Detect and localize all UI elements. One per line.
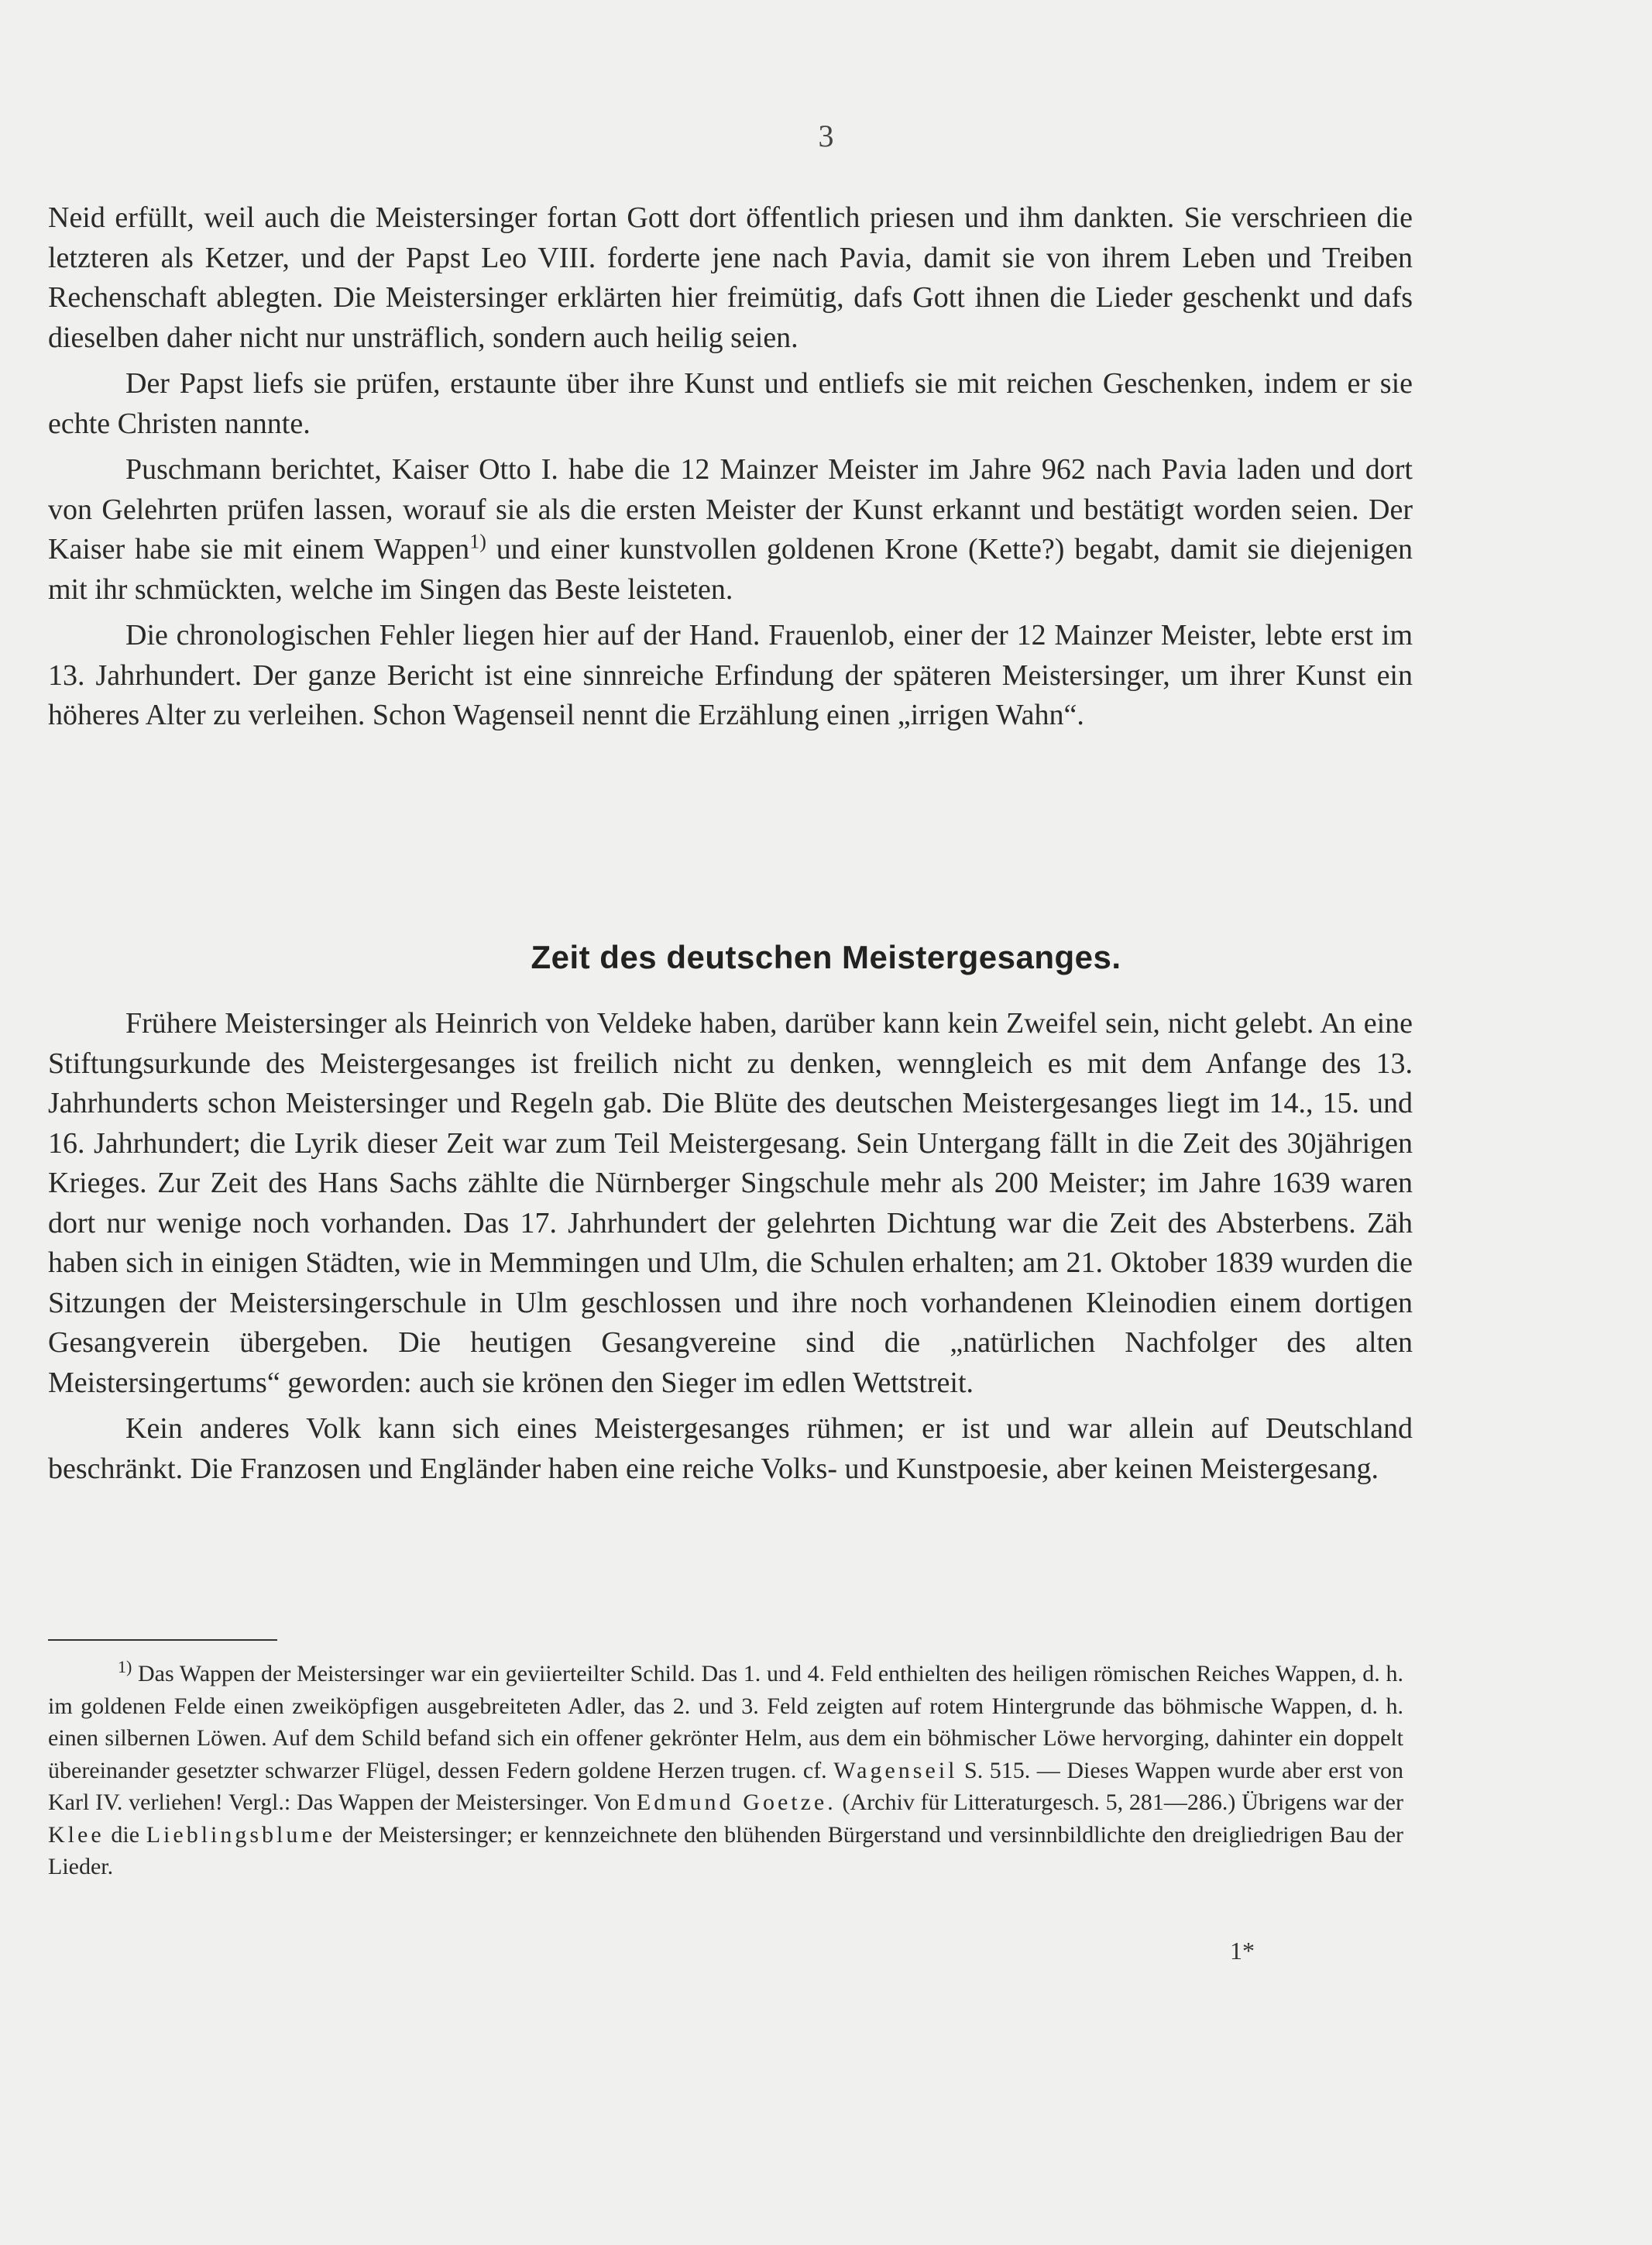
footnote-reference: 1) <box>469 530 486 553</box>
paragraph-puschmann-text-cont: und einer kunstvollen goldenen Krone (Kette?) begabt, damit sie diejenigen mit ihr schmückten, welche im Singen das Beste leisteten. <box>48 533 1413 606</box>
footnote-klee: Klee <box>48 1821 105 1848</box>
paragraph-chronologie: Die chronologischen Fehler liegen hier auf der Hand. Frauenlob, einer der 12 Mainzer Meister, lebte erst im 13. Jahrhundert. Der ganze Bericht ist eine sinnreiche Erfindung der späteren Meistersinger, um ihrer Kunst ein höheres Alter zu verleihen. Schon Wagenseil nennt die Erzählung einen „irrigen Wahn“. <box>48 619 1413 731</box>
footnote-text-4: die <box>104 1821 146 1848</box>
footnote-wagenseil: Wagenseil <box>833 1757 958 1783</box>
paragraph-fruehere-meistersinger: Frühere Meistersinger als Heinrich von Veldeke haben, darüber kann kein Zweifel sein, nicht gelebt. An eine Stiftungsurkunde des Meistergesanges ist freilich nicht zu denken, wenngleich es mit dem Anfange des 13. Jahrhunderts schon Meistersinger und Regeln gab. Die Blüte des deutschen Meistergesanges liegt im 14., 15. und 16. Jahrhundert; die Lyrik dieser Zeit war zum Teil Meistergesang. Sein Untergang fällt in die Zeit des 30jährigen Krieges. Zur Zeit des Hans Sachs zählte die Nürnberger Singschule mehr als 200 Meister; im Jahre 1639 waren dort nur wenige noch vorhanden. Das 17. Jahrhundert der gelehrten Dichtung war die Zeit des Absterbens. Zäh haben sich in einigen Städten, wie in Memmingen und Ulm, die Schulen erhalten; am 21. Oktober 1839 wurden die Sitzungen der Meistersingerschule in Ulm geschlossen und ihre noch vorhandenen Kleinodien einem dortigen Gesangverein übergeben. Die heutigen Gesangvereine sind die „natürlichen Nachfolger des alten Meistersingertums“ geworden: auch sie krönen den Sieger im edlen Wettstreit. <box>48 1007 1413 1399</box>
footnote-text: Das Wappen der Meistersinger war ein geviierteilter Schild. Das 1. und 4. Feld enthielten des heiligen römischen Reiches Wappen, d. h. im goldenen Felde einen zweiköpfigen ausgebreiteten Adler, das 2. und 3. Feld zeigten auf rotem Hintergrunde das böhmische Wappen, d. h. einen silbernen Löwen. Auf dem Schild befand sich ein offener gekrönter Helm, aus dem ein böhmischer Löwe hervorging, dahinter ein doppelt übereinander gesetzter schwarzer Flügel, dessen Federn goldene Herzen trugen. cf. <box>48 1661 1403 1783</box>
section-text-block <box>48 1004 1413 1495</box>
footnote-lieblingsblume: Lieblingsblume <box>146 1821 336 1848</box>
paragraph-puschmann <box>48 450 1413 610</box>
footnote-divider <box>48 1639 277 1641</box>
intro-text-block <box>48 198 1413 742</box>
paragraph-kein-anderes-volk: Kein anderes Volk kann sich eines Meistergesanges rühmen; er ist und war allein auf Deutschland beschränkt. Die Franzosen und Engländer haben eine reiche Volks- und Kunstpoesie, aber keinen Meistergesang. <box>48 1412 1413 1485</box>
signature-mark: 1* <box>1230 1937 1255 1965</box>
paragraph-puschmann-text: Puschmann berichtet, Kaiser Otto I. habe die 12 Mainzer Meister im Jahre 962 nach Pavia laden und dort von Gelehrten prüfen lassen, worauf sie als die ersten Meister der Kunst erkannt und bestätigt worden seien. Der Kaiser habe sie mit einem Wappen <box>48 453 1413 566</box>
section-heading: Zeit des deutschen Meistergesanges. <box>531 939 1121 975</box>
page-number: 3 <box>818 119 834 153</box>
footnote-author: Edmund Goetze. <box>636 1789 836 1815</box>
footnote-1 <box>48 1658 1403 1883</box>
paragraph-papst: Der Papst liefs sie prüfen, erstaunte über ihre Kunst und entliefs sie mit reichen Geschenken, indem er sie echte Christen nannte. <box>48 367 1413 440</box>
paragraph-continuation: Neid erfüllt, weil auch die Meistersinger fortan Gott dort öffentlich priesen und ihm dankten. Sie verschrieen die letzteren als Ketzer, und der Papst Leo VIII. forderte jene nach Pavia, damit sie von ihrem Leben und Treiben Rechenschaft ablegten. Die Meistersinger erklärten hier freimütig, dafs Gott ihnen die Lieder geschenkt und dafs dieselben daher nicht nur unsträflich, sondern auch heilig seien. <box>48 201 1413 354</box>
footnote-text-2: S. 515. — Dieses Wappen wurde aber erst von Karl IV. verliehen! Vergl.: Das Wappen der Meistersinger. Von <box>48 1757 1404 1815</box>
footnote-text-5: der Meistersinger; er kennzeichnete den blühenden Bürgerstand und versinnbildlichte den dreigliedrigen Bau der Lieder. <box>48 1821 1404 1879</box>
footnotes <box>48 1658 1403 1883</box>
footnote-text-3: (Archiv für Litteraturgesch. 5, 281—286.) Übrigens war der <box>836 1789 1403 1815</box>
footnote-mark: 1) <box>118 1657 132 1676</box>
